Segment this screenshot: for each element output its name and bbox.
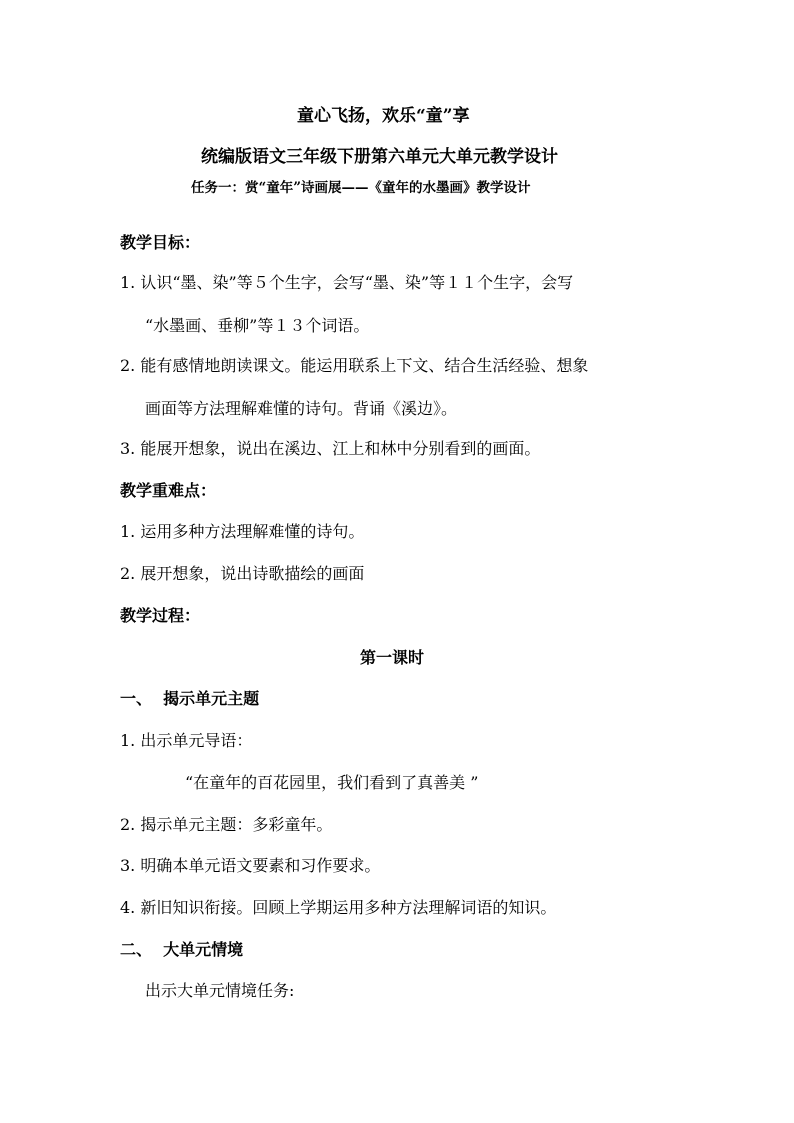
section-1-item-4: 4. 新旧知识衔接。回顾上学期运用多种方法理解词语的知识。	[120, 898, 557, 917]
section-2-item-1: 出示大单元情境任务:	[145, 981, 295, 1000]
key-point-item-2: 2. 展开想象，说出诗歌描绘的画面	[120, 564, 365, 583]
section-1-item-2: 2. 揭示单元主题：多彩童年。	[120, 815, 333, 834]
section-1-item-3: 3. 明确本单元语文要素和习作要求。	[120, 856, 381, 875]
section-2-heading: 二、 大单元情境	[120, 940, 244, 959]
goals-heading: 教学目标：	[120, 233, 201, 252]
lesson-title: 第一课时	[360, 648, 425, 667]
section-1-quote: “在童年的百花园里，我们看到了真善美 ”	[185, 773, 479, 792]
process-heading: 教学过程：	[120, 606, 201, 625]
section-1-item-1: 1. 出示单元导语：	[120, 731, 253, 750]
goal-item-2-cont: 画面等方法理解难懂的诗句。背诵《溪边》。	[145, 399, 458, 418]
title-line-2: 统编版语文三年级下册第六单元大单元教学设计	[201, 147, 558, 167]
key-points-heading: 教学重难点：	[120, 481, 217, 500]
goal-item-2: 2. 能有感情地朗读课文。能运用联系上下文、结合生活经验、想象	[120, 356, 589, 375]
goal-item-1: 1. 认识“墨、染”等５个生字，会写“墨、染”等１１个生字，会写	[120, 273, 574, 292]
title-line-3: 任务一：赏“童年”诗画展——《童年的水墨画》教学设计	[191, 180, 531, 196]
section-1-heading: 一、 揭示单元主题	[120, 689, 260, 708]
goal-item-3: 3. 能展开想象，说出在溪边、江上和林中分别看到的画面。	[120, 439, 541, 458]
key-point-item-1: 1. 运用多种方法理解难懂的诗句。	[120, 522, 365, 541]
title-line-1: 童心飞扬，欢乐“童”享	[297, 106, 470, 126]
goal-item-1-cont: “水墨画、垂柳”等１３个词语。	[145, 316, 370, 335]
